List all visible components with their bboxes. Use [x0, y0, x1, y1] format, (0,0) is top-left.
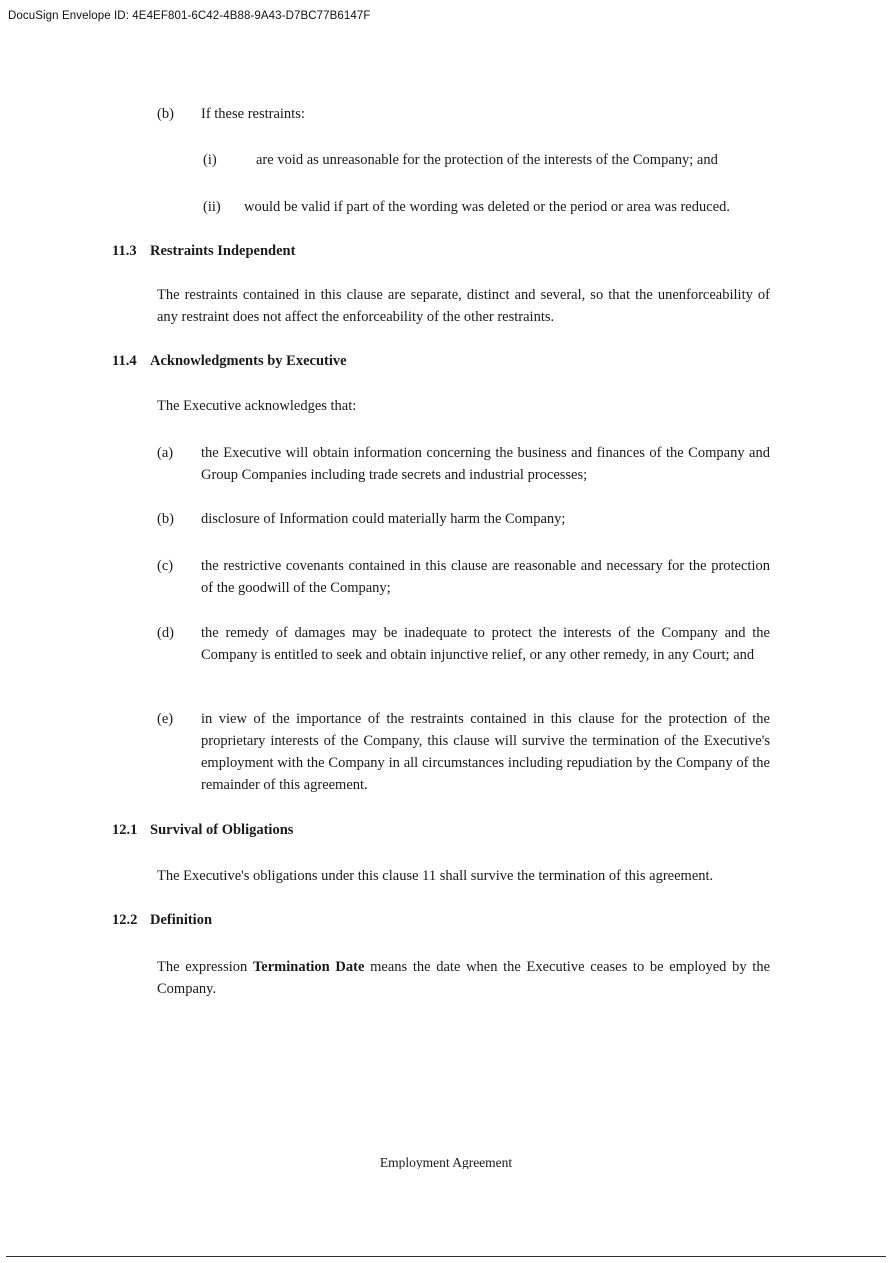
section-number: 11.3	[112, 243, 137, 259]
definition-text-after: means the date when the Executive ceases to be employed by the Company.	[157, 959, 771, 997]
section-11-3-text: The restraints contained in this clause are separate, distinct and several, so that the unenforceability of any restraint does not affect the enforceability of the other restraints.	[157, 287, 770, 325]
section-12-2-text	[157, 956, 770, 1000]
section-number: 11.4	[112, 353, 137, 369]
list-item-a-text: the Executive will obtain information concerning the business and finances of the Company and Group Companies including trade secrets and industrial processes;	[201, 445, 770, 483]
section-11-4-heading	[112, 350, 347, 372]
section-12-1-heading	[112, 819, 293, 841]
section-11-3-heading	[112, 240, 295, 262]
list-item-e-text: in view of the importance of the restraints contained in this clause for the protection of the proprietary interests of the Company, this clause will survive the termination of the Executive's employment with the Company in all circumstances including repudiation by the Company of the remainder of this agreement.	[201, 711, 770, 793]
section-12-2-heading	[112, 909, 212, 931]
section-title: Restraints Independent	[150, 243, 296, 259]
docusign-envelope-id: DocuSign Envelope ID: 4E4EF801-6C42-4B88-9A43-D7BC77B6147F	[8, 10, 371, 22]
section-number: 12.1	[112, 822, 138, 838]
section-11-4-intro: The Executive acknowledges that:	[157, 398, 357, 414]
defined-term: Termination Date	[252, 959, 365, 975]
section-title: Acknowledgments by Executive	[150, 353, 347, 369]
list-item-d-text: the remedy of damages may be inadequate to protect the interests of the Company and the Company is entitled to seek and obtain injunctive relief, or any other remedy, in any Court; and	[201, 625, 770, 663]
list-marker-a: (a)	[157, 445, 174, 461]
list-marker-c: (c)	[157, 558, 174, 574]
list-item-ii-text: would be valid if part of the wording was deleted or the period or area was reduced.	[244, 199, 730, 215]
list-item-c-text: the restrictive covenants contained in this clause are reasonable and necessary for the protection of the goodwill of the Company;	[201, 558, 770, 596]
section-title: Survival of Obligations	[150, 822, 294, 838]
list-item-b-text: disclosure of Information could materially harm the Company;	[201, 511, 566, 527]
definition-text-before: The expression	[157, 959, 253, 975]
page-footer: Employment Agreement	[379, 1155, 513, 1169]
list-marker-b: (b)	[157, 106, 174, 122]
list-marker-ii: (ii)	[203, 199, 221, 215]
list-marker-i: (i)	[203, 152, 217, 168]
list-item-i-text: are void as unreasonable for the protection of the interests of the Company; and	[256, 152, 718, 168]
section-number: 12.2	[112, 912, 138, 928]
list-marker-b: (b)	[157, 511, 174, 527]
list-marker-e: (e)	[157, 711, 174, 727]
list-marker-d: (d)	[157, 625, 174, 641]
section-12-1-text: The Executive's obligations under this clause 11 shall survive the termination of this agreement.	[157, 868, 714, 884]
section-title: Definition	[150, 912, 213, 928]
list-item-b-text: If these restraints:	[201, 106, 305, 122]
page-bottom-divider	[6, 1256, 886, 1257]
